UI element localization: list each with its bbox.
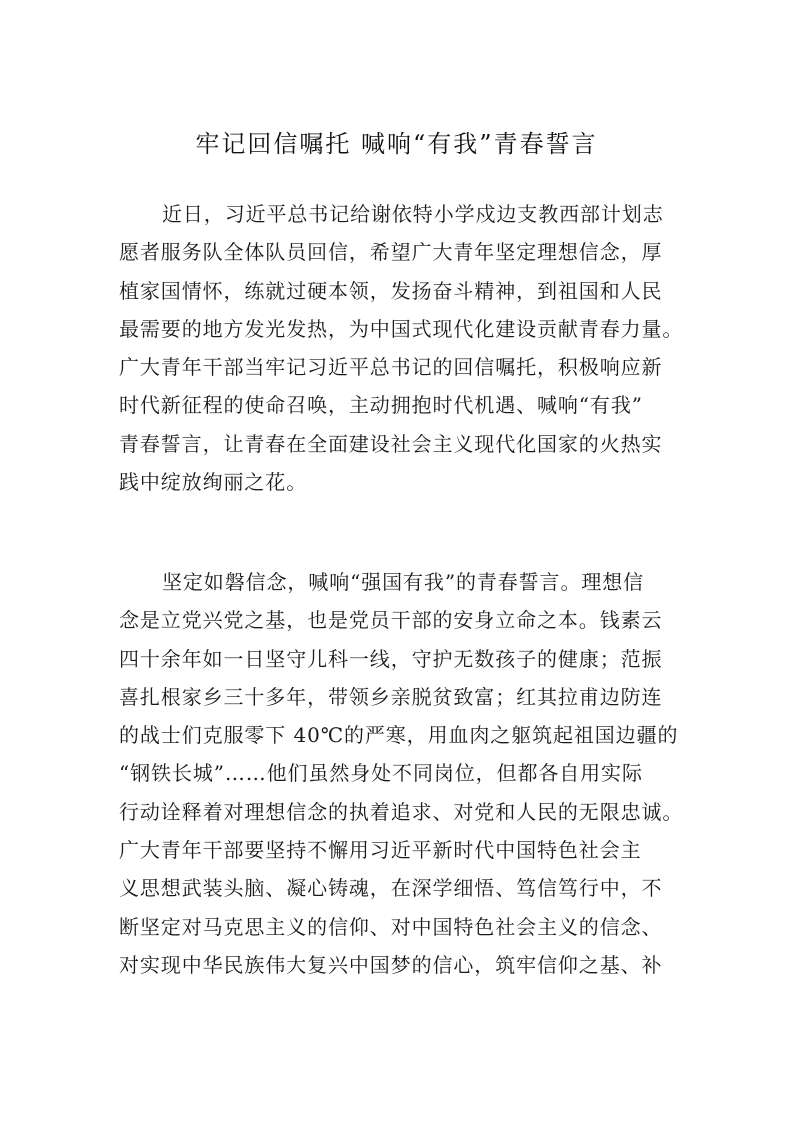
paragraph-line: 坚定如磐信念，喊响“强国有我”的青春誓言。理想信	[162, 570, 645, 594]
paragraph-line: 最需要的地方发光发热，为中国式现代化建设贡献青春力量。	[119, 316, 684, 341]
paragraph-line: 时代新征程的使命召唤，主动拥抱时代机遇、喊响“有我”	[119, 393, 643, 418]
paragraph-line: 四十余年如一日坚守儿科一线，守护无数孩子的健康；范振	[119, 646, 663, 671]
paragraph-line: 断坚定对马克思主义的信仰、对中国特色社会主义的信念、	[119, 914, 663, 939]
paragraph-line: 念是立党兴党之基，也是党员干部的安身立命之本。钱素云	[119, 608, 663, 633]
article-title: 牢记回信嘱托 喊响“有我”青春誓言	[195, 130, 598, 158]
paragraph-line: 愿者服务队全体队员回信，希望广大青年坚定理想信念，厚	[119, 240, 663, 265]
paragraph-line: 义思想武装头脑、凝心铸魂，在深学细悟、笃信笃行中，不	[119, 876, 663, 901]
paragraph-1	[119, 195, 699, 501]
paragraph-line: 的战士们克服零下 40℃的严寒，用血肉之躯筑起祖国边疆的	[119, 723, 679, 748]
paragraph-2	[119, 563, 699, 984]
paragraph-line: 行动诠释着对理想信念的执着追求、对党和人民的无限忠诚。	[119, 799, 684, 824]
paragraph-line: 近日，习近平总书记给谢依特小学戍边支教西部计划志	[162, 202, 664, 226]
paragraph-line: 青春誓言，让青春在全面建设社会主义现代化国家的火热实	[119, 431, 663, 456]
paragraph-line: 广大青年干部当牢记习近平总书记的回信嘱托，积极响应新	[119, 355, 663, 380]
paragraph-line: 植家国情怀，练就过硬本领，发扬奋斗精神，到祖国和人民	[119, 278, 663, 303]
paragraph-line: 广大青年干部要坚持不懈用习近平新时代中国特色社会主	[119, 838, 642, 863]
paragraph-line: 对实现中华民族伟大复兴中国梦的信心，筑牢信仰之基、补	[119, 952, 663, 977]
paragraph-line: 喜扎根家乡三十多年，带领乡亲脱贫致富；红其拉甫边防连	[119, 684, 663, 709]
paragraph-line: “钢铁长城”……他们虽然身处不同岗位，但都各自用实际	[119, 761, 643, 786]
paragraph-line: 践中绽放绚丽之花。	[119, 470, 308, 495]
